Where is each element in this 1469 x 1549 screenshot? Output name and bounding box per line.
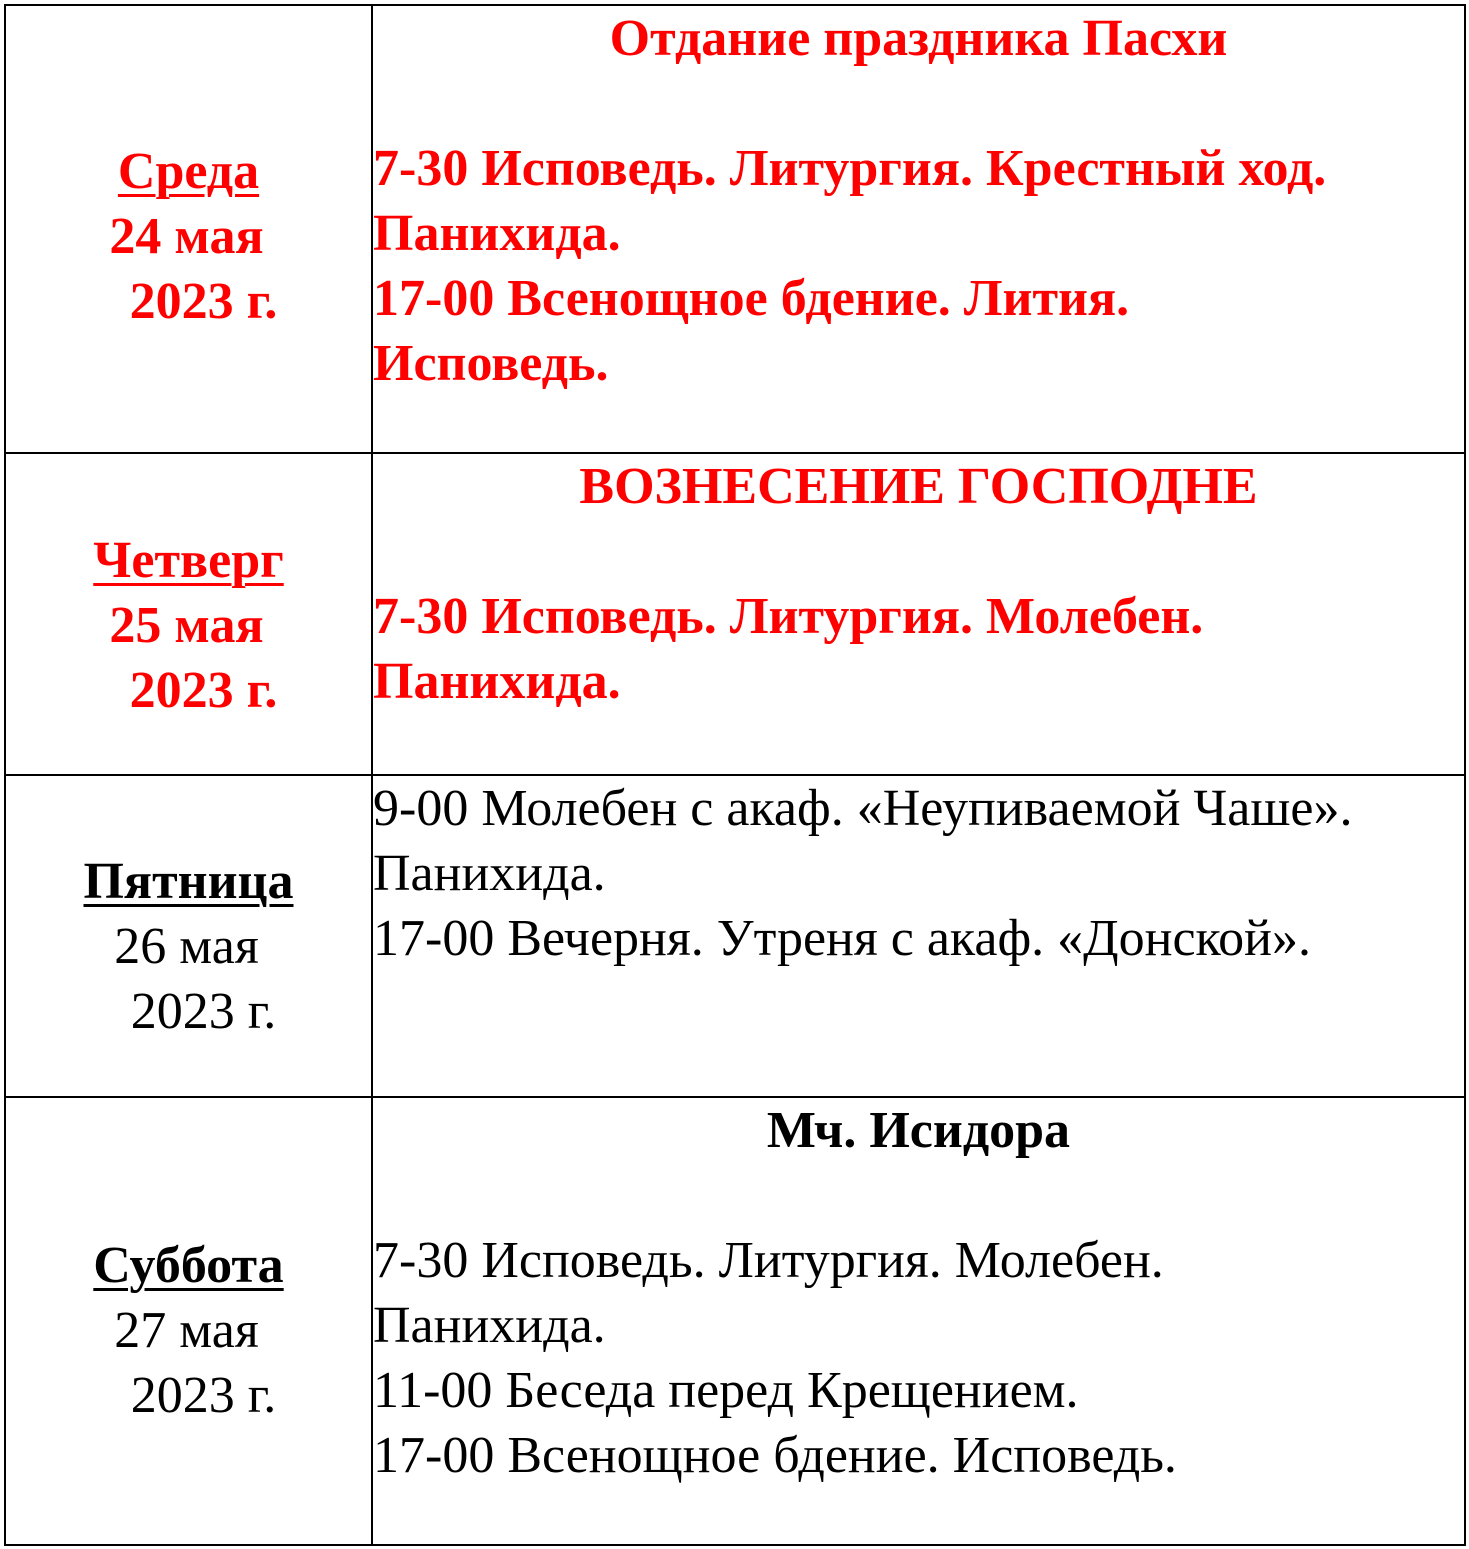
weekday-label: Среда (117, 143, 260, 200)
weekday-label: Четверг (93, 532, 284, 589)
year-label: 2023 г. (129, 662, 278, 719)
date-cell (5, 453, 372, 775)
services-cell (372, 1097, 1465, 1545)
service-line: Исповедь. (373, 335, 609, 392)
date-block (6, 849, 371, 1044)
year-label: 2023 г. (130, 1367, 277, 1424)
date-label: 27 мая (114, 1302, 259, 1359)
service-line: 17-00 Всенощное бдение. Исповедь. (373, 1427, 1177, 1484)
service-line: Панихида. (373, 653, 621, 710)
schedule-row (5, 5, 1465, 453)
weekday-label: Пятница (83, 853, 294, 910)
services-cell (372, 5, 1465, 453)
date-label: 25 мая (109, 597, 264, 654)
schedule-table (4, 4, 1466, 1546)
schedule-row (5, 453, 1465, 775)
service-line: 7-30 Исповедь. Литургия. Крестный ход. (373, 140, 1327, 197)
date-block (6, 1233, 371, 1428)
service-line: 17-00 Всенощное бдение. Лития. (373, 270, 1130, 327)
spacer (373, 1163, 1464, 1228)
feast-title: Отдание праздника Пасхи (609, 10, 1228, 67)
year-label: 2023 г. (130, 983, 277, 1040)
service-line: 7-30 Исповедь. Литургия. Молебен. (373, 588, 1204, 645)
service-line: 7-30 Исповедь. Литургия. Молебен. (373, 1232, 1164, 1289)
service-line: 11-00 Беседа перед Крещением. (373, 1362, 1079, 1419)
year-label: 2023 г. (129, 273, 278, 330)
date-block (6, 528, 371, 723)
date-label: 26 мая (114, 918, 259, 975)
service-line: Панихида. (373, 845, 606, 902)
date-cell (5, 775, 372, 1097)
services-cell (372, 775, 1465, 1097)
spacer (373, 519, 1464, 584)
weekday-label: Суббота (93, 1237, 284, 1294)
date-cell (5, 5, 372, 453)
date-cell (5, 1097, 372, 1545)
service-line: 9-00 Молебен с акаф. «Неупиваемой Чаше». (373, 780, 1353, 837)
service-line: Панихида. (373, 205, 621, 262)
services-cell (372, 453, 1465, 775)
service-line: Панихида. (373, 1297, 606, 1354)
schedule-row (5, 775, 1465, 1097)
date-block (6, 139, 371, 334)
service-line: 17-00 Вечерня. Утреня с акаф. «Донской». (373, 910, 1312, 967)
spacer (373, 71, 1464, 136)
feast-title: Мч. Исидора (766, 1102, 1071, 1159)
feast-title: ВОЗНЕСЕНИЕ ГОСПОДНЕ (579, 458, 1258, 515)
schedule-row (5, 1097, 1465, 1545)
date-label: 24 мая (109, 208, 264, 265)
